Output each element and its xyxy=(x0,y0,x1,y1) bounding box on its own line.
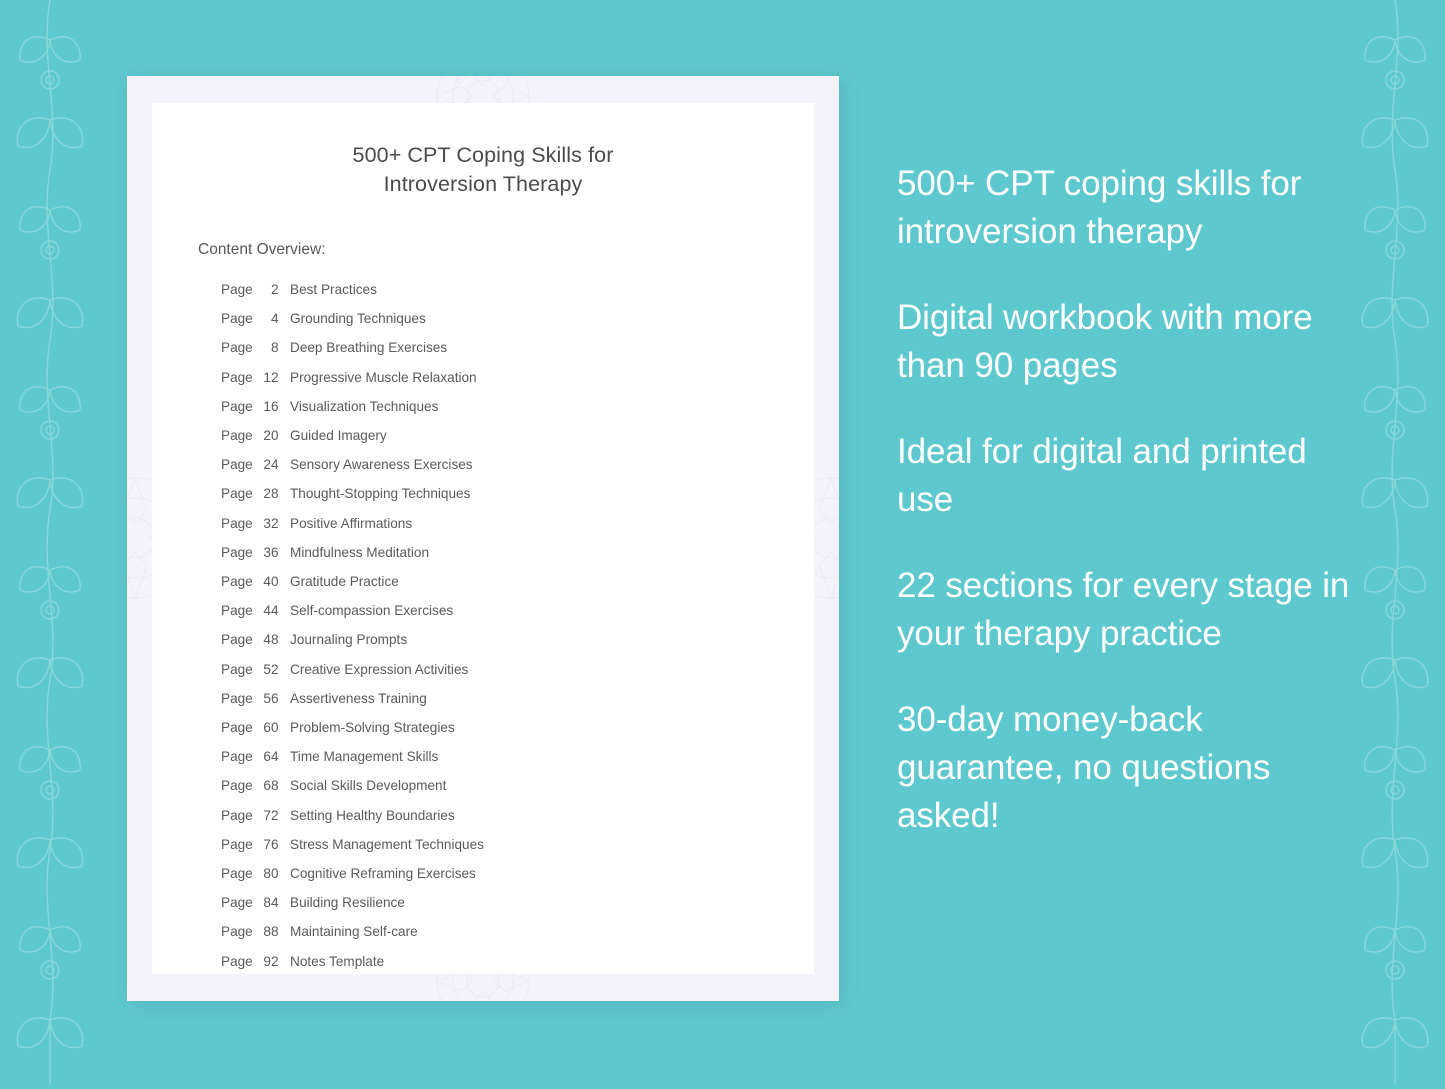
toc-page-word: Page xyxy=(221,924,257,940)
toc-row-page xyxy=(221,859,281,888)
toc-row-title: Grounding Techniques xyxy=(290,311,426,327)
toc-page-word: Page xyxy=(221,428,257,444)
toc-row xyxy=(221,567,768,596)
toc-row xyxy=(221,947,768,976)
toc-row-page xyxy=(221,479,281,508)
toc-row-title: Problem-Solving Strategies xyxy=(290,720,455,736)
toc-row-page xyxy=(221,801,281,830)
toc-page-word: Page xyxy=(221,457,257,473)
toc-row-page xyxy=(221,684,281,713)
document-preview-card[interactable] xyxy=(127,76,839,1001)
marketing-bullet: Digital workbook with more than 90 pages xyxy=(897,298,1313,385)
toc-row xyxy=(221,450,768,479)
toc-page-number: 20 xyxy=(263,428,279,444)
toc-row-title: Best Practices xyxy=(290,282,377,297)
toc-page-number: 8 xyxy=(270,340,279,356)
toc-page-number: 28 xyxy=(263,486,279,502)
toc-row xyxy=(221,421,768,450)
toc-row-title: Cognitive Reframing Exercises xyxy=(290,866,476,882)
toc-row xyxy=(221,304,768,333)
toc-row xyxy=(221,917,768,946)
toc-page-word: Page xyxy=(221,603,257,619)
toc-page-word: Page xyxy=(221,953,257,969)
document-page xyxy=(152,103,814,974)
toc-row-page xyxy=(221,888,281,917)
toc-page-number: 64 xyxy=(263,749,279,765)
marketing-bullet: Ideal for digital and printed use xyxy=(897,432,1307,519)
toc-row-title: Setting Healthy Boundaries xyxy=(290,807,455,823)
toc-row-title: Journaling Prompts xyxy=(290,632,408,648)
toc-row xyxy=(221,771,768,800)
toc-row-title: Building Resilience xyxy=(290,895,405,911)
marketing-bullets xyxy=(897,160,1367,840)
page-title-line-2: Introversion Therapy xyxy=(383,172,583,196)
toc-page-word: Page xyxy=(221,544,257,560)
toc-page-word: Page xyxy=(221,866,257,882)
toc-row-title: Mindfulness Meditation xyxy=(290,544,430,560)
toc-page-word: Page xyxy=(221,369,257,385)
toc-page-number: 60 xyxy=(263,720,279,736)
toc-page-word: Page xyxy=(221,895,257,911)
toc-page-word: Page xyxy=(221,515,257,531)
page-title-line-1: 500+ CPT Coping Skills for xyxy=(352,143,614,167)
toc-row-page xyxy=(221,538,281,567)
toc-row-title: Gratitude Practice xyxy=(290,574,399,590)
toc-row-page xyxy=(221,713,281,742)
toc-page-word: Page xyxy=(221,398,257,414)
toc-row-title: Time Management Skills xyxy=(290,749,439,765)
toc-row-title: Self-compassion Exercises xyxy=(290,603,454,619)
toc-row-title: Sensory Awareness Exercises xyxy=(290,457,473,473)
toc-page-number: 40 xyxy=(263,574,279,590)
toc-row-page xyxy=(221,333,281,362)
toc-page-number: 44 xyxy=(263,603,279,619)
toc-row-page xyxy=(221,392,281,421)
toc-page-word: Page xyxy=(221,574,257,590)
marketing-bullet: 500+ CPT coping skills for introversion therapy xyxy=(897,164,1302,251)
toc-row-title: Guided Imagery xyxy=(290,428,387,444)
toc-row-title: Deep Breathing Exercises xyxy=(290,340,448,356)
toc-page-number: 88 xyxy=(263,924,279,940)
page-title xyxy=(198,141,768,199)
toc-row-title: Maintaining Self-care xyxy=(290,924,418,940)
toc-row xyxy=(221,538,768,567)
toc-page-number: 76 xyxy=(263,836,279,852)
toc-page-number: 52 xyxy=(263,661,279,677)
toc-row-title: Creative Expression Activities xyxy=(290,661,469,677)
toc-page-word: Page xyxy=(221,720,257,736)
toc-page-word: Page xyxy=(221,632,257,648)
marketing-bullet: 30-day money-back guarantee, no questions asked! xyxy=(897,700,1271,835)
toc-page-word: Page xyxy=(221,807,257,823)
toc-page-word: Page xyxy=(221,778,257,794)
toc-page-word: Page xyxy=(221,836,257,852)
toc-row xyxy=(221,509,768,538)
toc-row-page xyxy=(221,363,281,392)
toc-page-number: 2 xyxy=(270,282,279,297)
toc-row xyxy=(221,392,768,421)
toc-row-page xyxy=(221,596,281,625)
toc-row xyxy=(221,684,768,713)
toc-row xyxy=(221,625,768,654)
toc-row xyxy=(221,275,768,304)
toc-row xyxy=(221,742,768,771)
toc-row xyxy=(221,596,768,625)
toc-row-title: Assertiveness Training xyxy=(290,690,427,706)
toc-row-page xyxy=(221,655,281,684)
toc-page-number: 92 xyxy=(263,953,279,969)
toc-row-page xyxy=(221,742,281,771)
toc-row xyxy=(221,363,768,392)
toc-page-word: Page xyxy=(221,486,257,502)
toc-page-number: 24 xyxy=(263,457,279,473)
toc-page-number: 48 xyxy=(263,632,279,648)
toc-row-page xyxy=(221,771,281,800)
toc-row-page xyxy=(221,304,281,333)
toc-page-word: Page xyxy=(221,690,257,706)
toc-row xyxy=(221,888,768,917)
toc-page-word: Page xyxy=(221,749,257,765)
floral-border-left xyxy=(0,0,100,1084)
toc-row-page xyxy=(221,625,281,654)
toc-page-number: 84 xyxy=(263,895,279,911)
toc-row xyxy=(221,713,768,742)
toc-page-number: 80 xyxy=(263,866,279,882)
marketing-bullet: 22 sections for every stage in your therapy practice xyxy=(897,566,1350,653)
toc-row-page xyxy=(221,275,281,304)
toc-page-number: 4 xyxy=(270,311,279,327)
toc-row-title: Visualization Techniques xyxy=(290,398,439,414)
toc-row-title: Stress Management Techniques xyxy=(290,836,484,852)
toc-row-title: Notes Template xyxy=(290,953,385,969)
toc-row xyxy=(221,655,768,684)
toc-row-page xyxy=(221,917,281,946)
toc-row-page xyxy=(221,567,281,596)
toc-row xyxy=(221,333,768,362)
toc-row-title: Progressive Muscle Relaxation xyxy=(290,369,477,385)
toc-page-number: 72 xyxy=(263,807,279,823)
toc-row xyxy=(221,830,768,859)
toc-row-page xyxy=(221,450,281,479)
toc-row-title: Thought-Stopping Techniques xyxy=(290,486,471,502)
content-overview-label: Content Overview: xyxy=(198,241,326,258)
toc-page-word: Page xyxy=(221,661,257,677)
toc-page-word: Page xyxy=(221,340,257,356)
toc-page-number: 16 xyxy=(263,398,279,414)
toc-page-number: 56 xyxy=(263,690,279,706)
toc-page-word: Page xyxy=(221,282,257,297)
toc-page-number: 32 xyxy=(263,515,279,531)
toc-page-number: 12 xyxy=(263,369,279,385)
toc-page-word: Page xyxy=(221,311,257,327)
toc-row-page xyxy=(221,947,281,976)
toc-row xyxy=(221,479,768,508)
toc-row-page xyxy=(221,509,281,538)
toc-row xyxy=(221,801,768,830)
toc-page-number: 36 xyxy=(263,544,279,560)
toc-row-page xyxy=(221,421,281,450)
table-of-contents xyxy=(198,275,768,976)
toc-page-number: 68 xyxy=(263,778,279,794)
toc-row-title: Positive Affirmations xyxy=(290,515,413,531)
toc-row xyxy=(221,859,768,888)
toc-row-page xyxy=(221,830,281,859)
toc-row-title: Social Skills Development xyxy=(290,778,447,794)
